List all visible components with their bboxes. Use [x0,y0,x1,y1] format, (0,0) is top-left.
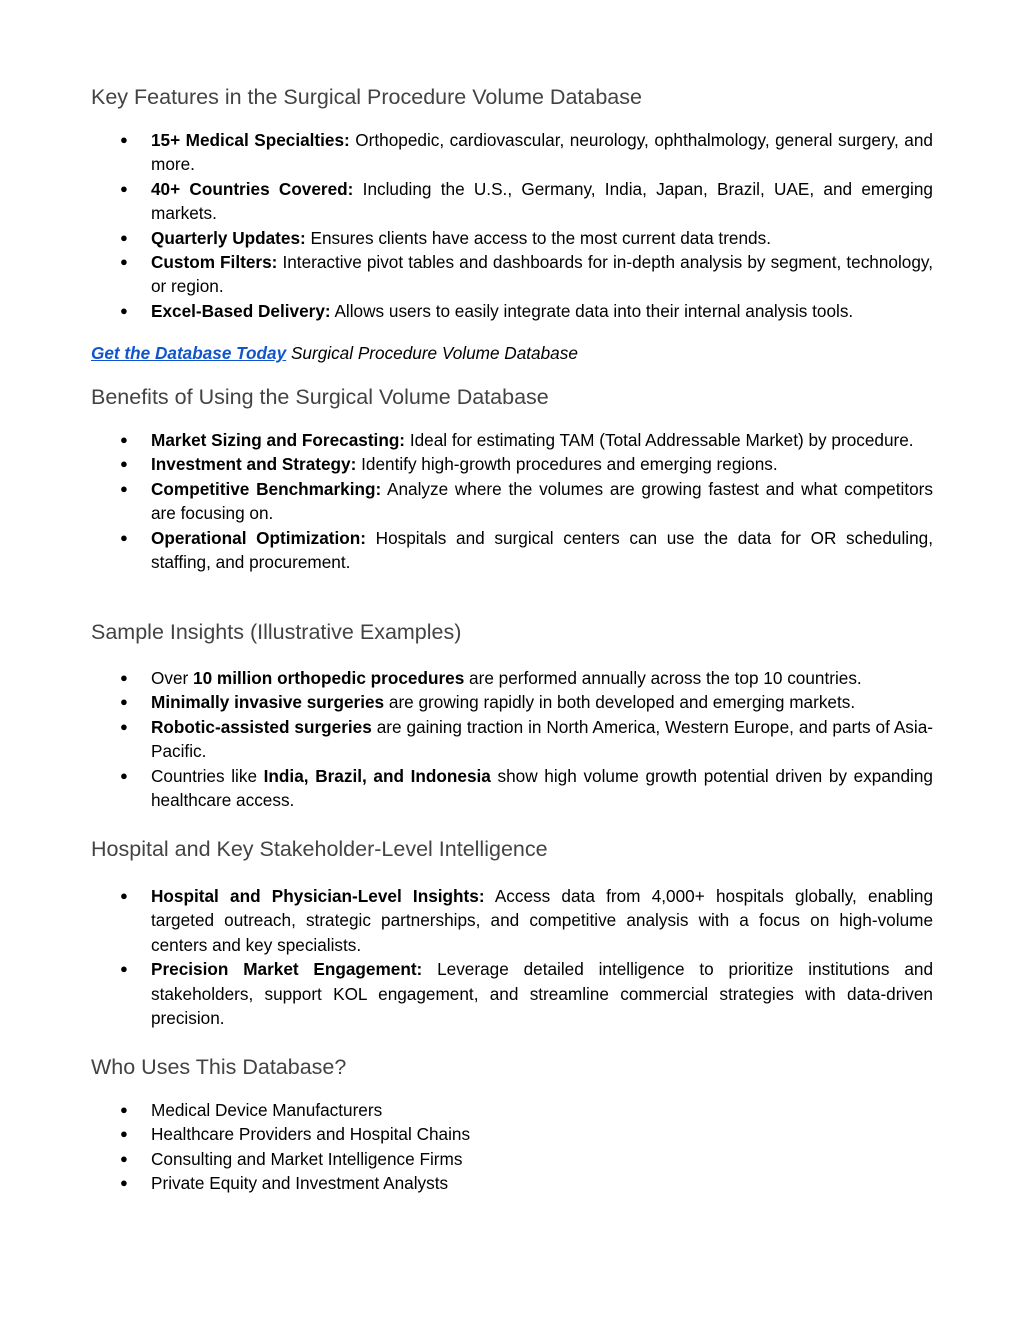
bullet-icon: ● [120,456,128,472]
list-item: ● Countries like India, Brazil, and Indonesia show high volume growth potential driven by expanding healthcare access. [120,765,933,811]
bullet-icon: ● [120,767,128,783]
benefits-section [91,384,933,574]
bullet-icon: ● [120,432,128,447]
list-item: ● Custom Filters: Interactive pivot tables and dashboards for in-depth analysis by segment, technology, or region. [120,252,933,297]
list-item: ● Operational Optimization: Hospitals and surgical centers can use the data for OR scheduling, staffing, and procurement. [120,527,933,573]
users-list [91,1098,933,1196]
insights-heading: Sample Insights (Illustrative Examples) [91,620,462,644]
bullet-icon: ● [120,888,128,903]
bullet-icon: ● [120,670,128,685]
hospital-heading: Hospital and Key Stakeholder-Level Intelligence [91,837,548,861]
bullet-icon: ● [120,229,128,245]
key-features-section [91,84,933,323]
list-item: ● Consulting and Market Intelligence Firms [91,1147,933,1171]
bullet-icon: ● [120,1150,128,1166]
list-item: ● Precision Market Engagement: Leverage detailed intelligence to prioritize institutions and stakeholders, support KOL engagement, and streamline commercial strategies with data-driven precision. [120,959,933,1029]
list-item: ● Minimally invasive surgeries are growing rapidly in both developed and emerging markets. [91,690,933,714]
key-features-heading: Key Features in the Surgical Procedure Volume Database [91,85,642,109]
bullet-icon: ● [120,180,128,196]
cta-text: Surgical Procedure Volume Database [286,343,578,363]
benefits-heading: Benefits of Using the Surgical Volume Database [91,385,549,409]
list-item: ● Robotic-assisted surgeries are gaining traction in North America, Western Europe, and parts of Asia-Pacific. [120,716,933,762]
key-features-list [91,128,933,323]
bullet-icon: ● [120,480,128,496]
bullet-icon: ● [120,1126,128,1142]
insights-section [91,619,933,812]
cta-line [91,341,578,365]
bullet-icon: ● [120,718,128,734]
users-section [91,1054,933,1196]
list-item: ● Market Sizing and Forecasting: Ideal for estimating TAM (Total Addressable Market) by procedure. [91,428,933,452]
list-item: ● Excel-Based Delivery: Allows users to easily integrate data into their internal analysis tools. [91,299,933,323]
bullet-icon: ● [120,961,128,977]
bullet-icon: ● [120,132,128,147]
list-item: ● Medical Device Manufacturers [91,1098,933,1122]
list-item: ● Quarterly Updates: Ensures clients have access to the most current data trends. [91,226,933,250]
bullet-icon: ● [120,694,128,710]
list-item: ● Over 10 million orthopedic procedures are performed annually across the top 10 countries. [91,666,933,690]
list-item: ● Investment and Strategy: Identify high-growth procedures and emerging regions. [91,452,933,476]
users-heading: Who Uses This Database? [91,1055,347,1079]
get-database-link[interactable]: Get the Database Today [91,343,287,363]
bullet-icon: ● [120,302,128,318]
list-item: ● Healthcare Providers and Hospital Chains [91,1122,933,1146]
hospital-list [91,884,933,1030]
list-item: ● 40+ Countries Covered: Including the U.S., Germany, India, Japan, Brazil, UAE, and emerging markets. [120,178,933,224]
bullet-icon: ● [120,529,128,545]
list-item: ● 15+ Medical Specialties: Orthopedic, cardiovascular, neurology, ophthalmology, general surgery, and more. [120,130,933,175]
benefits-list [91,428,933,574]
hospital-section [91,836,933,1030]
list-item: ● Private Equity and Investment Analysts [91,1171,933,1195]
insights-list [91,666,933,812]
list-item: ● Competitive Benchmarking: Analyze where the volumes are growing fastest and what competitors are focusing on. [120,478,933,524]
bullet-icon: ● [120,1102,128,1117]
bullet-icon: ● [120,254,128,270]
list-item: ● Hospital and Physician-Level Insights: Access data from 4,000+ hospitals globally, enabling targeted outreach, strategic partnerships, and competitive analysis with a focus on high-volume centers and key specialists. [120,886,934,955]
bullet-icon: ● [120,1175,128,1191]
